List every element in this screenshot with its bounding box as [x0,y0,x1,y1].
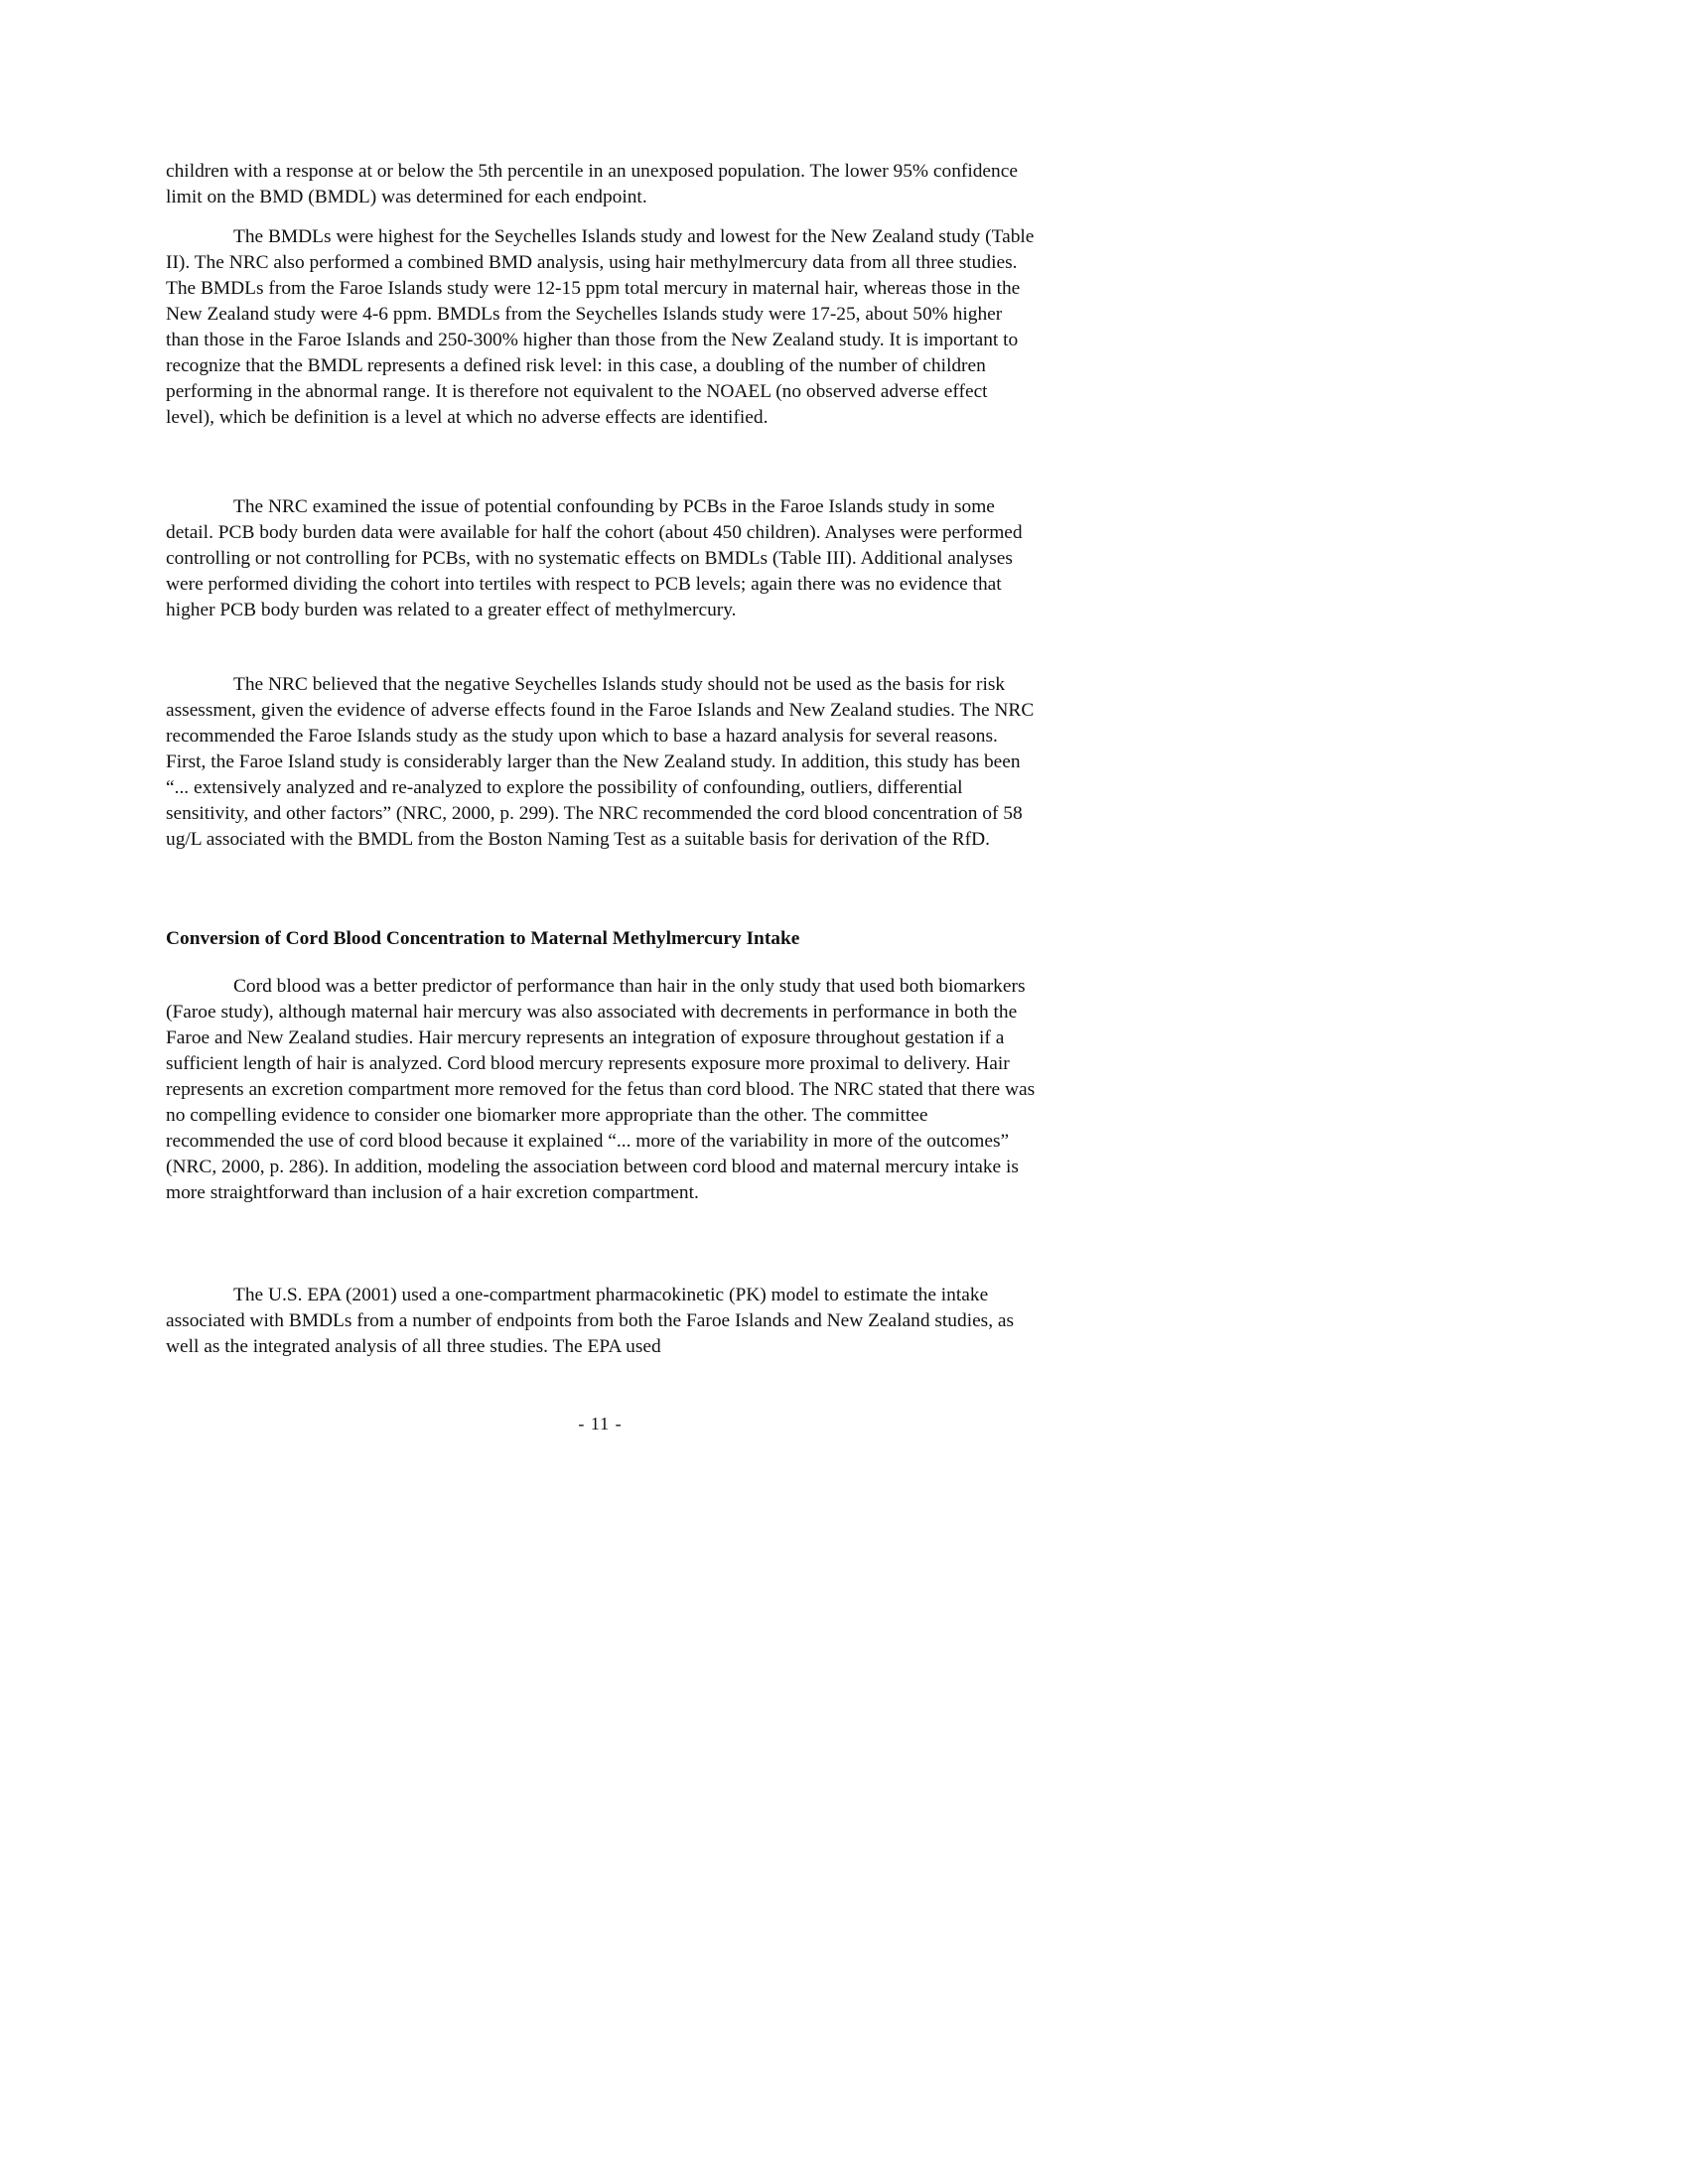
paragraph-epa-pk-model: The U.S. EPA (2001) used a one-compartment pharmacokinetic (PK) model to estimate the intake associated with BMDLs from a number of endpoints from both the Faroe Islands and New Zealand studies, as well as the integrated analysis of all three studies. The EPA used [166,1285,1015,1357]
paragraph-bmdl-comparison: The BMDLs were highest for the Seychelles Islands study and lowest for the New Zealand study (Table II). The NRC also performed a combined BMD analysis, using hair methylmercury data from all three studies. The BMDLs from the Faroe Islands study were 12-15 ppm total mercury in maternal hair, whereas those in the New Zealand study were 4-6 ppm. BMDLs from the Seychelles Islands study were 17-25, about 50% higher than those in the Faroe Islands and 250-300% higher than those from the New Zealand study. It is important to recognize that the BMDL represents a defined risk level: in this case, a doubling of the number of children performing in the abnormal range. It is therefore not equivalent to the NOAEL (no observed adverse effect level), which be definition is a level at which no adverse effects are identified. [166,226,1035,428]
paragraph-pcb-confounding: The NRC examined the issue of potential confounding by PCBs in the Faroe Islands study in some detail. PCB body burden data were available for half the cohort (about 450 children). Analyses were performed controlling or not controlling for PCBs, with no systematic effects on BMDLs (Table III). Additional analyses were performed dividing the cohort into tertiles with respect to PCB levels; again there was no evidence that higher PCB body burden was related to a greater effect of methylmercury. [166,496,1023,620]
paragraph-bmd-definition: children with a response at or below the 5th percentile in an unexposed population. The lower 95% confidence limit on the BMD (BMDL) was determined for each endpoint. [166,161,1018,207]
paragraph-faroe-recommendation: The NRC believed that the negative Seychelles Islands study should not be used as the basis for risk assessment, given the evidence of adverse effects found in the Faroe Islands and New Zealand studies. The NRC recommended the Faroe Islands study as the study upon which to base a hazard analysis for several reasons. First, the Faroe Island study is considerably larger than the New Zealand study. In addition, this study has been “... extensively analyzed and re-analyzed to explore the possibility of confounding, outliers, differential sensitivity, and other factors” (NRC, 2000, p. 299). The NRC recommended the cord blood concentration of 58 ug/L associated with the BMDL from the Boston Naming Test as a suitable basis for derivation of the RfD. [166,674,1035,850]
paragraph-cord-blood: Cord blood was a better predictor of performance than hair in the only study that used both biomarkers (Faroe study), although maternal hair mercury was also associated with decrements in performance in both the Faroe and New Zealand studies. Hair mercury represents an integration of exposure throughout gestation if a sufficient length of hair is analyzed. Cord blood mercury represents exposure more proximal to delivery. Hair represents an excretion compartment more removed for the fetus than cord blood. The NRC stated that there was no compelling evidence to consider one biomarker more appropriate than the other. The committee recommended the use of cord blood because it explained “... more of the variability in more of the outcomes” (NRC, 2000, p. 286). In addition, modeling the association between cord blood and maternal mercury intake is more straightforward than inclusion of a hair excretion compartment. [166,976,1036,1203]
section-heading: Conversion of Cord Blood Concentration to Maternal Methylmercury Intake [166,928,800,949]
page-number: - 11 - [578,1414,623,1433]
